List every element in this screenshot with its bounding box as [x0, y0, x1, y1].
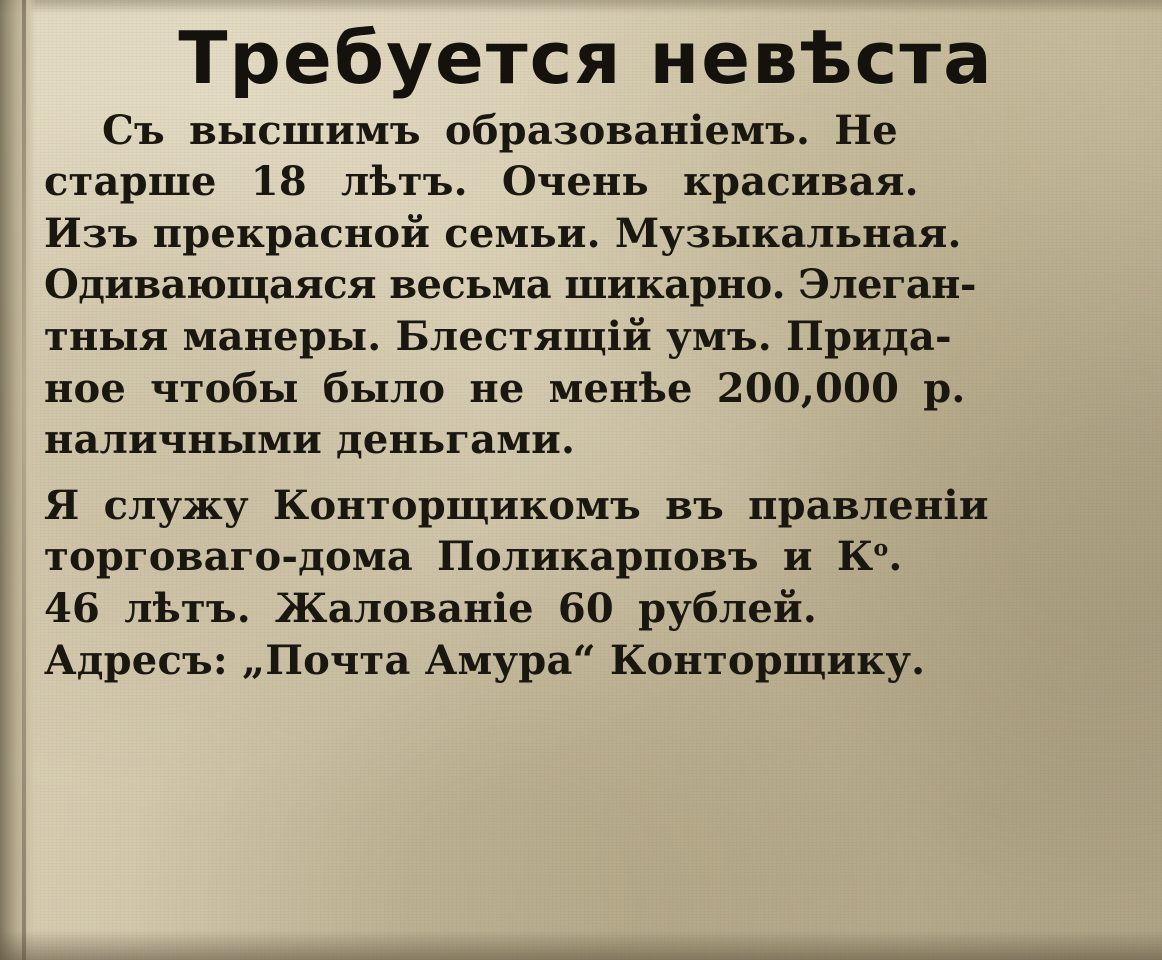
body-line: старше 18 лѣтъ. Очень красивая.	[44, 158, 919, 206]
body-line: ное чтобы было не менѣе 200,000 р.	[44, 364, 966, 412]
body-line: Одивающаяся весьма шикарно. Элеган-	[44, 261, 976, 309]
advertisement-headline: Требуется невѣста	[178, 16, 994, 100]
paragraph-about-author	[44, 480, 1128, 686]
body-line: Я служу Конторщикомъ въ правленіи	[44, 481, 989, 529]
body-line: Изъ прекрасной семьи. Музыкальная.	[44, 209, 962, 257]
body-line-address: Адресъ: „Почта Амура“ Конторщику.	[44, 636, 926, 684]
degree-sign: о	[873, 536, 889, 563]
body-line: Съ высшимъ образованіемъ. Не	[102, 106, 898, 154]
clipping-bottom-edge	[0, 930, 1162, 960]
body-line: 46 лѣтъ. Жалованіе 60 рублей.	[44, 584, 817, 632]
paragraph-spacer	[44, 466, 1128, 480]
body-line: наличными деньгами.	[44, 416, 576, 464]
paragraph-requirements	[44, 105, 1128, 466]
body-line-text: торговаго-дома Поликарповъ и К	[44, 533, 874, 581]
body-line: тныя манеры. Блестящій умъ. Прида-	[44, 313, 952, 360]
advertisement-body	[44, 105, 1128, 687]
body-line: торговаго-дома Поликарповъ и $К^о$.	[44, 533, 903, 581]
